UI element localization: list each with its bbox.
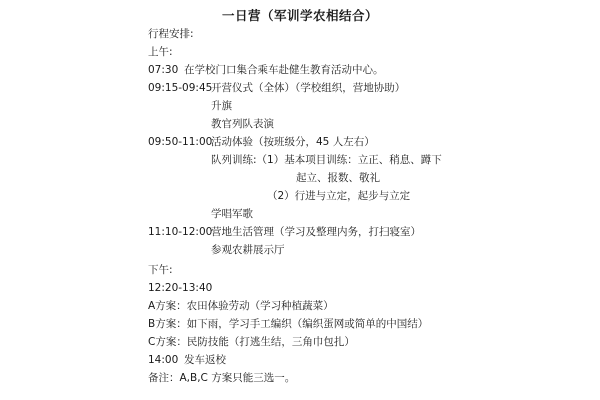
schedule-row <box>148 353 226 367</box>
activity-text: 开营仪式（全体）（学校组织，营地协助） <box>211 82 406 94</box>
time-cell: 09:50-11:00 <box>148 136 213 148</box>
plan-c: C方案：民防技能（打逃生结，三角巾包扎） <box>148 336 355 348</box>
activity-text: 教官列队表演 <box>211 118 274 130</box>
activity-text: 起立、报数、敬礼 <box>296 172 380 184</box>
schedule-row <box>148 135 375 149</box>
activity-text: 学唱军歌 <box>211 208 253 220</box>
note: 备注：A,B,C 方案只能三选一。 <box>148 372 296 384</box>
time-cell: 09:15-09:45 <box>148 82 213 94</box>
activity-text: 参观农耕展示厅 <box>211 244 285 256</box>
activity-text: 活动体验（按班级分，45 人左右） <box>211 136 375 148</box>
activity-text: 升旗 <box>211 100 232 112</box>
activity-text: 营地生活管理（学习及整理内务，打扫寝室） <box>211 226 421 238</box>
time-cell: 11:10-12:00 <box>148 226 213 238</box>
schedule-label: 行程安排: <box>148 28 194 40</box>
activity-text: 发车返校 <box>184 354 226 366</box>
plan-a: A方案：农田体验劳动（学习种植蔬菜） <box>148 300 334 312</box>
time-cell: 12:20-13:40 <box>148 282 213 294</box>
activity-text: （2）行进与立定，起步与立定 <box>267 190 411 202</box>
time-cell: 14:00 <box>148 354 179 366</box>
activity-text: 在学校门口集合乘车赴健生教育活动中心。 <box>184 64 384 76</box>
schedule-row <box>148 63 384 77</box>
plan-b: B方案：如下雨，学习手工编织（编织蛋网或简单的中国结） <box>148 318 429 330</box>
schedule-row <box>148 225 421 239</box>
morning-label: 上午: <box>148 46 173 58</box>
page-title: 一日营（军训学农相结合） <box>221 8 378 23</box>
time-cell: 07:30 <box>148 64 179 76</box>
afternoon-label: 下午: <box>148 264 173 276</box>
schedule-row <box>148 81 405 95</box>
activity-text: 队列训练:（1）基本项目训练：立正、稍息、蹲下 <box>211 154 442 166</box>
